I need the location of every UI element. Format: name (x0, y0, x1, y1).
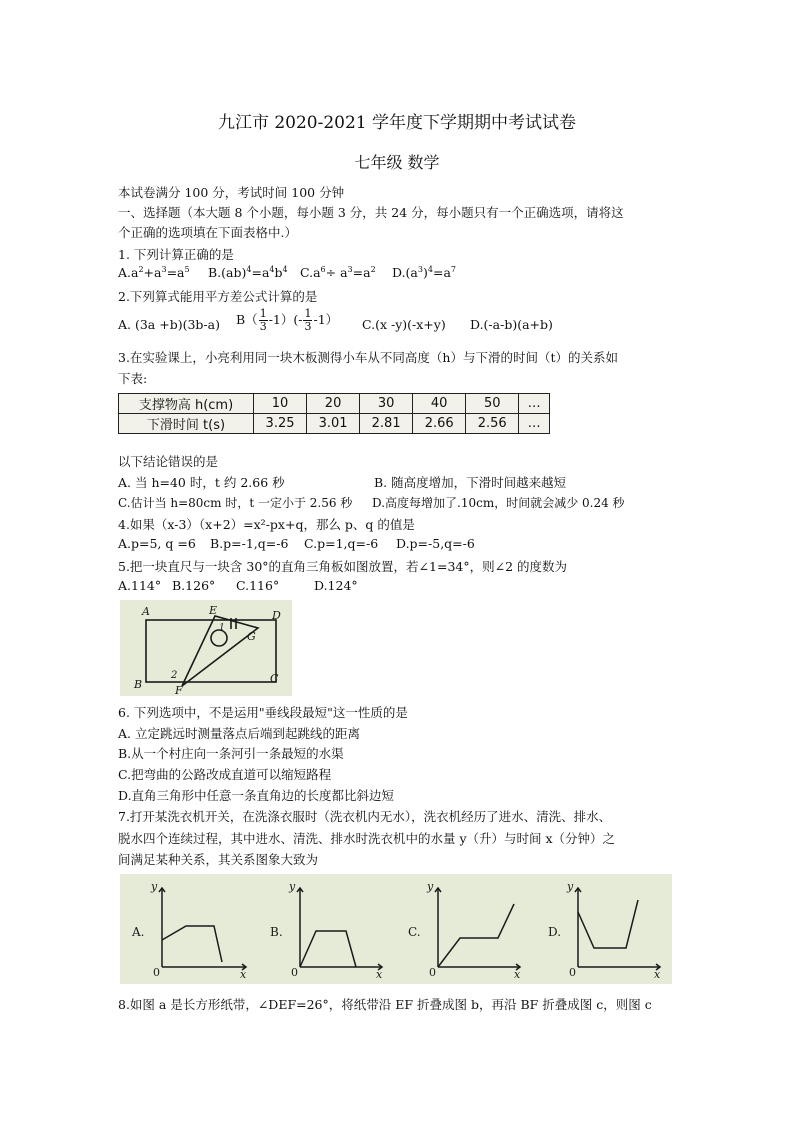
q4-options (118, 536, 718, 554)
q8-stem: 8.如图 a 是长方形纸带，∠DEF=26°，将纸带沿 EF 折叠成图 b，再沿 BF 折叠成图 c，则图 c (118, 997, 652, 1012)
q3-option-d: D.高度每增加了.10cm，时间就会减少 0.24 秒 (372, 496, 625, 510)
q6-option-c: C.把弯曲的公路改成直道可以缩短路程 (118, 767, 332, 782)
q5-option-a: A.114° (118, 578, 162, 593)
graph-a-y-label: y (151, 880, 158, 893)
graph-b-origin: 0 (291, 966, 298, 979)
intro-line: 本试卷满分 100 分，考试时间 100 分钟 (118, 185, 345, 200)
graph-d-origin: 0 (569, 966, 576, 979)
section-heading-cont: 个正确的选项填在下面表格中.） (118, 225, 297, 240)
q2-options (118, 308, 718, 342)
table-cell: 3.01 (307, 414, 360, 434)
table-cell: 30 (360, 394, 413, 414)
graph-c-origin: 0 (429, 966, 436, 979)
table-cell: 50 (466, 394, 519, 414)
q1-option-d: $D.(a^3)^4=a^7$ (392, 265, 456, 281)
graph-b-y-label: y (289, 880, 296, 893)
graph-b (297, 888, 382, 970)
q2-option-c: C.(x -y)(-x+y) (362, 317, 446, 332)
table-row (119, 394, 550, 414)
table-cell: 20 (307, 394, 360, 414)
table-cell: 2.81 (360, 414, 413, 434)
q1-option-b: $B.(ab)^4=a^4b^4$ (208, 265, 288, 281)
fig-label-a: A (142, 605, 150, 618)
fraction: $\frac{1}{3}$ (259, 307, 267, 333)
q6-option-d: D.直角三角形中任意一条直角边的长度都比斜边短 (118, 788, 395, 803)
fig-label-b: B (134, 678, 143, 691)
fig-label-d: D (272, 609, 281, 622)
table-cell: 10 (254, 394, 307, 414)
graph-d-x-label: x (654, 968, 661, 981)
graph-d-label: D. (548, 925, 562, 939)
graph-c (435, 888, 520, 970)
q1-stem: 1. 下列计算正确的是 (118, 247, 234, 262)
exam-title: 九江市 2020-2021 学年度下学期期中考试试卷 (217, 113, 577, 133)
q2-option-a: A. (3a +b)(3b-a) (118, 317, 220, 332)
graph-a-origin: 0 (153, 966, 160, 979)
table-cell: … (519, 394, 550, 414)
fig-label-f: F (175, 684, 183, 696)
q3-option-b: B. 随高度增加，下滑时间越来越短 (374, 475, 567, 490)
fig-label-c: C (270, 672, 279, 685)
table-cell: … (519, 414, 550, 434)
fig-label-angle1: 1 (219, 623, 225, 633)
graph-d (575, 888, 660, 970)
q5-stem: 5.把一块直尺与一块含 30°的直角三角板如图放置，若∠1=34°，则∠2 的度数为 (118, 559, 568, 574)
q7-stem: 7.打开某洗衣机开关，在洗涤衣服时（洗衣机内无水），洗衣机经历了进水、清洗、排水、 (118, 809, 612, 824)
q7-stem-cont: 脱水四个连续过程，其中进水、清洗、排水时洗衣机中的水量 y（升）与时间 x（分钟）之 (118, 831, 616, 846)
q4-option-d: D.p=-5,q=-6 (396, 536, 475, 551)
q1-option-c: $C.a^6\div a^3=a^2$ (300, 265, 376, 281)
graph-c-y-label: y (427, 880, 434, 893)
table-cell: 3.25 (254, 414, 307, 434)
exam-subtitle: 七年级 数学 (354, 153, 440, 172)
q3-ask: 以下结论错误的是 (118, 454, 219, 469)
table-row-label: 下滑时间 t(s) (119, 414, 254, 434)
q5-ruler-triangle-figure (120, 600, 292, 696)
q1-options (118, 265, 718, 283)
q6-option-a: A. 立定跳远时测量落点后端到起跳线的距离 (118, 726, 360, 741)
q3-stem: 3.在实验课上，小亮利用同一块木板测得小车从不同高度（h）与下滑的时间（t）的关系如 (118, 350, 619, 365)
graph-b-label: B. (270, 925, 283, 939)
graph-d-y-label: y (567, 880, 574, 893)
q1-option-a: $A.a^2+a^3=a^5$ (118, 265, 190, 281)
section-heading: 一、选择题（本大题 8 个小题，每小题 3 分，共 24 分，每小题只有一个正确选项，请将这 (118, 205, 624, 220)
q5-option-d: D.124° (314, 578, 358, 593)
q4-option-a: A.p=5, q =6 (118, 536, 196, 551)
table-cell: 2.66 (413, 414, 466, 434)
q4-option-c: C.p=1,q=-6 (304, 536, 379, 551)
graph-a-x-label: x (240, 968, 247, 981)
q6-stem: 6. 下列选项中，不是运用"垂线段最短"这一性质的是 (118, 705, 408, 720)
graph-c-label: C. (408, 925, 421, 939)
graph-a (159, 888, 246, 970)
q5-option-b: B.126° (172, 578, 216, 593)
q2-option-b: B（ $\frac{1}{3}$ -1）(- $\frac{1}{3}$ -1） (236, 307, 339, 333)
q7-graphs-figure (120, 874, 672, 984)
q3-stem-cont: 下表: (118, 371, 148, 386)
fig-label-angle2: 2 (171, 670, 178, 681)
graph-c-x-label: x (514, 968, 521, 981)
q2-option-d: D.(-a-b)(a+b) (470, 317, 553, 332)
q5-options (118, 578, 718, 596)
q4-option-b: B.p=-1,q=-6 (210, 536, 289, 551)
q3-data-table (118, 393, 550, 434)
q4-stem: 4.如果（x-3）（x+2）=x²-px+q，那么 p、q 的值是 (118, 517, 415, 532)
q7-stem-cont2: 间满足某种关系，其关系图象大致为 (118, 852, 319, 867)
table-cell: 40 (413, 394, 466, 414)
q2-stem: 2.下列算式能用平方差公式计算的是 (118, 289, 318, 304)
fig-label-e: E (209, 604, 218, 617)
table-row (119, 414, 550, 434)
q3-option-c: C.估计当 h=80cm 时，t 一定小于 2.56 秒 (118, 496, 353, 510)
q3-option-a: A. 当 h=40 时，t 约 2.66 秒 (118, 475, 285, 490)
graph-b-x-label: x (376, 968, 383, 981)
fraction: $\frac{1}{3}$ (304, 307, 312, 333)
q6-option-b: B.从一个村庄向一条河引一条最短的水渠 (118, 746, 344, 761)
table-cell: 2.56 (466, 414, 519, 434)
graph-a-label: A. (132, 925, 145, 939)
table-row-label: 支撑物高 h(cm) (119, 394, 254, 414)
fig-label-g: G (247, 630, 256, 643)
q5-option-c: C.116° (236, 578, 280, 593)
